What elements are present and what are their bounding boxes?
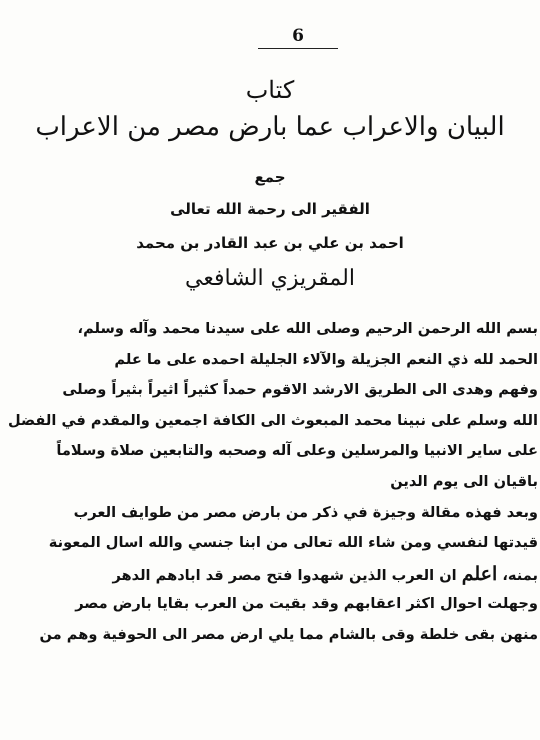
book-label: كتاب xyxy=(245,76,295,104)
text-line: على ساير الانبيا والمرسلين وعلى آله وصحبه والتابعين صلاة وسلاماً xyxy=(56,442,538,460)
compiled-by-label: جمع xyxy=(254,168,286,186)
text-line: الله وسلم على نبينا محمد المبعوث الى الكافة اجمعين والمقدم في الفضل xyxy=(8,411,538,429)
text-line: منهن بقى خلطة وقى بالشام مما يلي ارض مصر الى الحوفية وهم من xyxy=(39,625,538,643)
author-name: احمد بن علي بن عبد القادر بن محمد xyxy=(136,234,404,252)
emphasis-word: اعلم xyxy=(461,562,498,585)
text-line: وفهم وهدى الى الطريق الارشد الاقوم حمداً كثيراً اثيراً بثيراً وصلى xyxy=(62,381,538,399)
author-nisba: المقريزي الشافعي xyxy=(185,266,355,291)
header-rule xyxy=(258,48,338,49)
text-line-emphasis: بمنه، اعلم ان العرب الذين شهدوا فتح مصر قد ابادهم الدهر xyxy=(112,562,538,585)
author-epithet: الفقير الى رحمة الله تعالى xyxy=(170,200,370,218)
text-line: وجهلت احوال اكثر اعقابهم وقد بقيت من العرب بقايا بارض مصر xyxy=(75,595,538,613)
book-title: البيان والاعراب عما بارض مصر من الاعراب xyxy=(35,112,505,142)
text-line: الحمد لله ذي النعم الجزيلة والآلاء الجليلة احمده على ما علم xyxy=(114,350,538,368)
page-number: 6 xyxy=(292,26,304,46)
text-line: بسم الله الرحمن الرحيم وصلى الله على سيدنا محمد وآله وسلم، xyxy=(77,320,538,337)
body-text xyxy=(0,314,540,651)
text-line: قيدتها لنفسي ومن شاء الله تعالى من ابنا جنسي والله اسال المعونة xyxy=(48,534,538,552)
text-line: باقيان الى يوم الدين xyxy=(390,472,538,490)
text-line: وبعد فهذه مقالة وجيزة في ذكر من بارض مصر من طوايف العرب xyxy=(73,503,538,521)
